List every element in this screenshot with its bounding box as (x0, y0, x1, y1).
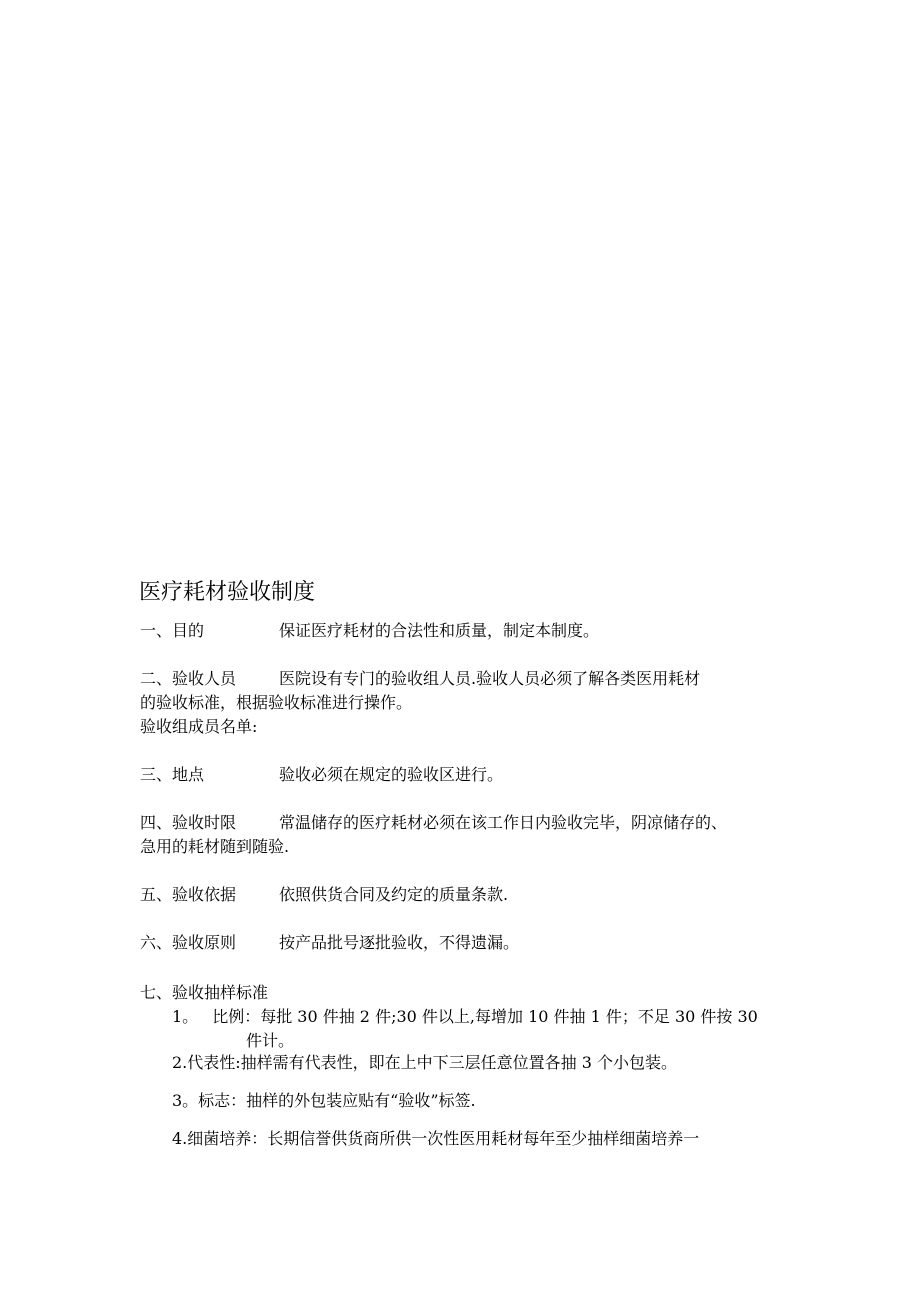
section-principle (140, 932, 519, 954)
section-location (140, 764, 503, 786)
section-purpose (140, 620, 599, 642)
sampling-item-label: 3。标志：抽样的外包装应贴有“验收”标签. (172, 1091, 476, 1110)
section-time-limit (140, 812, 727, 834)
item-number: 1。 (172, 1007, 199, 1026)
sampling-item-ratio-continued: 件计。 (246, 1031, 295, 1050)
section-label: 二、验收人员 (140, 669, 237, 688)
section-label: 一、目的 (140, 621, 205, 640)
section-text: 依照供货合同及约定的质量条款. (279, 885, 509, 904)
section-text: 验收必须在规定的验收区进行。 (279, 765, 504, 784)
sampling-item-ratio (172, 1006, 758, 1028)
section-label: 六、验收原则 (140, 933, 237, 952)
section-label: 三、地点 (140, 765, 205, 784)
section-text: 按产品批号逐批验收，不得遗漏。 (279, 933, 520, 952)
section-text: 常温储存的医疗耗材必须在该工作日内验收完毕，阴凉储存的、 (279, 813, 728, 832)
item-text: 比例：每批 30 件抽 2 件;30 件以上,每增加 10 件抽 1 件；不足 30 件按 30 (212, 1007, 758, 1026)
sampling-item-culture: 4.细菌培养：长期信誉供货商所供一次性医用耗材每年至少抽样细菌培养一 (172, 1129, 700, 1148)
section-sampling-heading: 七、验收抽样标准 (140, 983, 269, 1002)
member-list-label: 验收组成员名单: (140, 717, 258, 736)
section-time-limit-continued: 急用的耗材随到随验. (140, 837, 290, 856)
section-text: 保证医疗耗材的合法性和质量，制定本制度。 (279, 621, 600, 640)
section-inspectors (140, 668, 700, 690)
section-basis (140, 884, 508, 906)
sampling-item-representative: 2.代表性:抽样需有代表性，即在上中下三层任意位置各抽 3 个小包装。 (172, 1053, 678, 1072)
document-title: 医疗耗材验收制度 (139, 580, 316, 605)
section-label: 五、验收依据 (140, 885, 237, 904)
section-inspectors-continued: 的验收标准，根据验收标准进行操作。 (140, 693, 413, 712)
section-text: 医院设有专门的验收组人员.验收人员必须了解各类医用耗材 (279, 669, 701, 688)
section-label: 四、验收时限 (140, 813, 237, 832)
